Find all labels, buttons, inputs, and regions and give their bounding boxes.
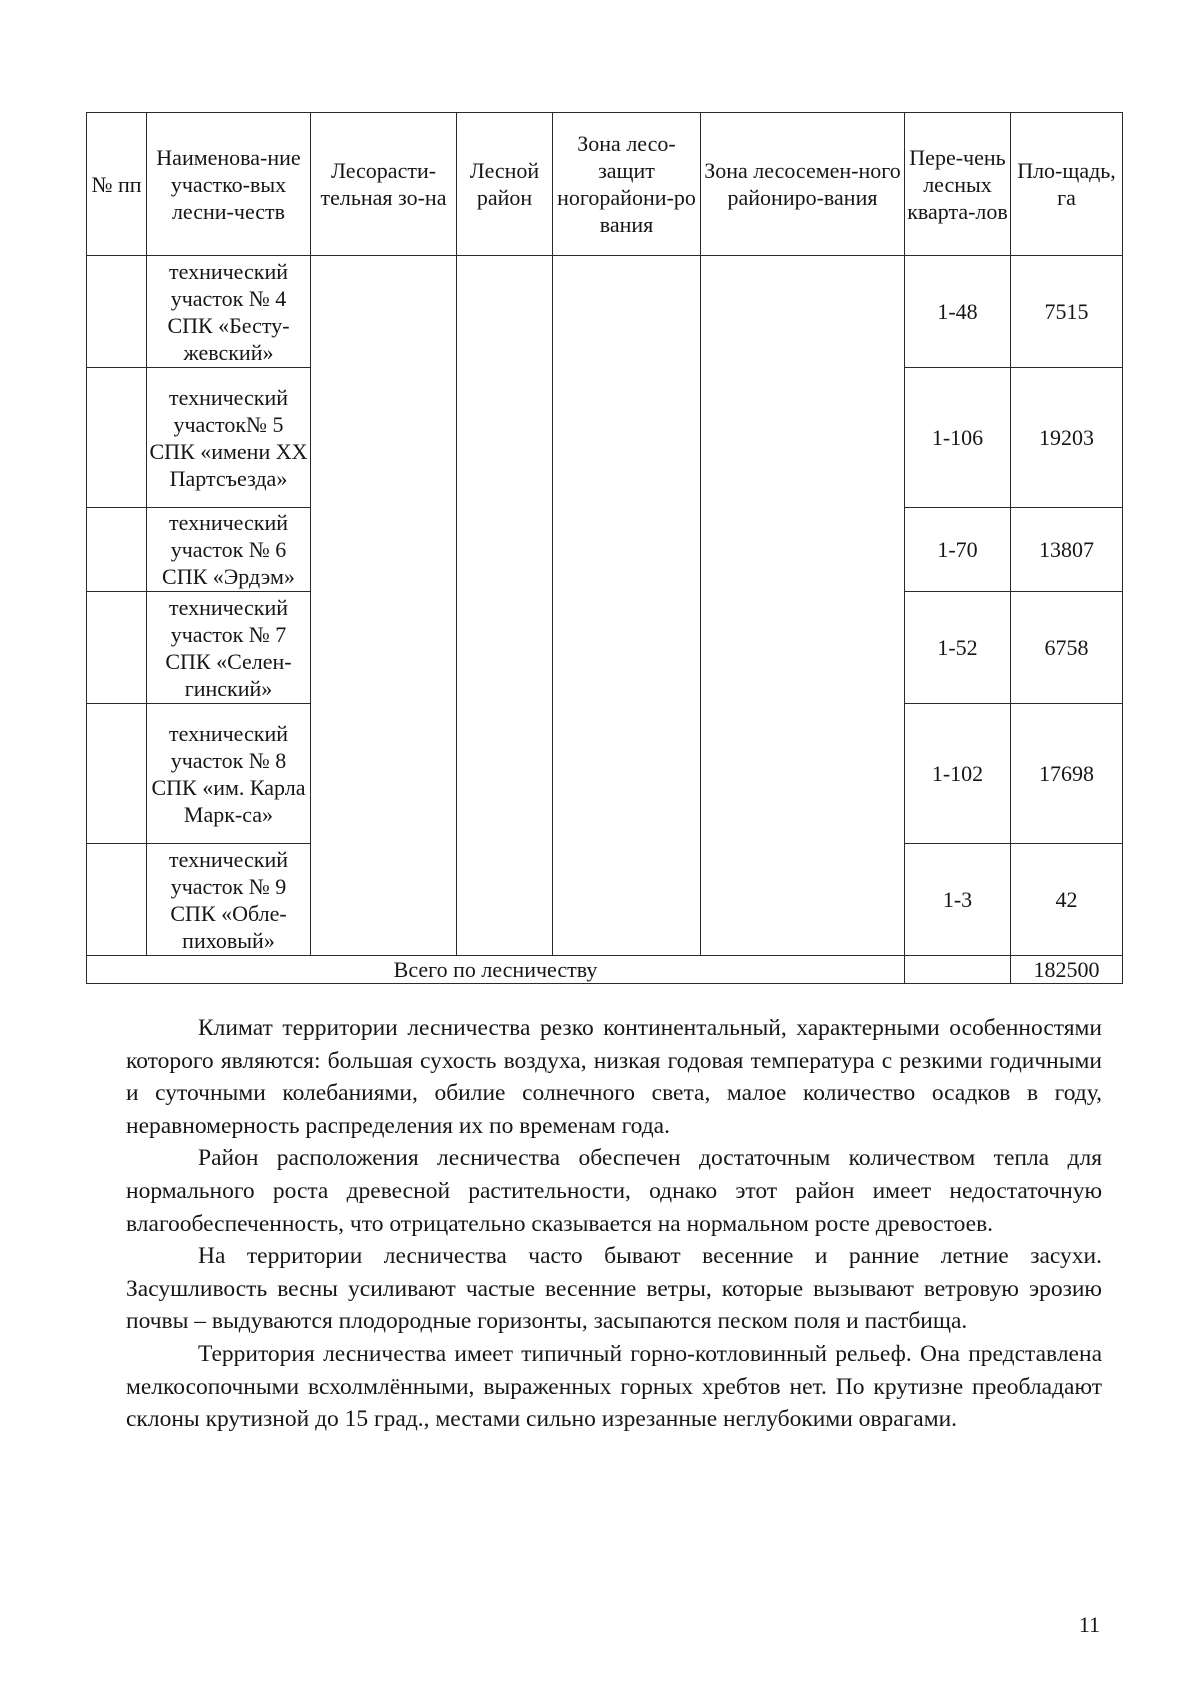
row-number-cell bbox=[87, 508, 147, 592]
row-number-cell bbox=[87, 844, 147, 956]
row-quarters: 1-3 bbox=[905, 844, 1011, 956]
row-area: 7515 bbox=[1011, 256, 1123, 368]
header-seed-zone: Зона лесосемен-ного райониро-вания bbox=[701, 113, 905, 256]
row-area: 19203 bbox=[1011, 368, 1123, 508]
row-number-cell bbox=[87, 704, 147, 844]
table-header-row bbox=[87, 113, 1123, 256]
row-area: 17698 bbox=[1011, 704, 1123, 844]
row-quarters: 1-52 bbox=[905, 592, 1011, 704]
body-text bbox=[126, 1012, 1102, 1436]
paragraph-relief: Территория лесничества имеет типичный горно-котловинный рельеф. Она представлена мелкосопочными всхолмлёнными, выраженных горных хребтов нет. По крутизне преобладают склоны крутизной до 15 град., местами сильно изрезанные неглубокими оврагами. bbox=[126, 1340, 1102, 1433]
row-name: технический участок № 8 СПК «им. Карла Марк-са» bbox=[147, 704, 311, 844]
row-quarters: 1-102 bbox=[905, 704, 1011, 844]
header-area: Пло-щадь, га bbox=[1011, 113, 1123, 256]
row-name: технический участок № 9 СПК «Обле-пиховый» bbox=[147, 844, 311, 956]
header-protect-zone: Зона лесо-защит ногорайони-ро вания bbox=[553, 113, 701, 256]
header-no: № пп bbox=[87, 113, 147, 256]
row-area: 6758 bbox=[1011, 592, 1123, 704]
row-name: технический участок № 6 СПК «Эрдэм» bbox=[147, 508, 311, 592]
district-merged-cell bbox=[457, 256, 553, 956]
page-number: 11 bbox=[1078, 1612, 1100, 1637]
table-row bbox=[87, 256, 1123, 368]
row-number-cell bbox=[87, 256, 147, 368]
row-area: 42 bbox=[1011, 844, 1123, 956]
paragraph-heat: Район расположения лесничества обеспечен достаточным количеством тепла для нормального роста древесной растительности, однако этот район имеет недостаточную влагообеспеченность, что отрицательно сказывается на нормальном росте древостоев. bbox=[126, 1145, 1102, 1237]
row-area: 13807 bbox=[1011, 508, 1123, 592]
forestry-table bbox=[86, 112, 1123, 984]
row-quarters: 1-70 bbox=[905, 508, 1011, 592]
row-number-cell bbox=[87, 368, 147, 508]
row-name: технический участок № 7 СПК «Селен-гинский» bbox=[147, 592, 311, 704]
row-number-cell bbox=[87, 592, 147, 704]
total-row bbox=[87, 956, 1123, 984]
header-name: Наименова-ние участко-вых лесни-честв bbox=[147, 113, 311, 256]
total-quarters-cell bbox=[905, 956, 1011, 984]
paragraph-droughts: На территории лесничества часто бывают весенние и ранние летние засухи. Засушливость весны усиливают частые весенние ветры, которые вызывают ветровую эрозию почвы – выдуваются плодородные горизонты, засыпаются песком поля и пастбища. bbox=[126, 1243, 1102, 1335]
row-name: технический участок№ 5 СПК «имени XX Партсъезда» bbox=[147, 368, 311, 508]
seed-zone-merged-cell bbox=[701, 256, 905, 956]
row-quarters: 1-48 bbox=[905, 256, 1011, 368]
row-quarters: 1-106 bbox=[905, 368, 1011, 508]
veg-zone-merged-cell bbox=[311, 256, 457, 956]
row-name: технический участок № 4 СПК «Бесту-жевский» bbox=[147, 256, 311, 368]
header-veg-zone: Лесорасти-тельная зо-на bbox=[311, 113, 457, 256]
protect-zone-merged-cell bbox=[553, 256, 701, 956]
paragraph-climate: Климат территории лесничества резко континентальный, характерными особенностями которого являются: большая сухость воздуха, низкая годовая температура с резкими годичными и суточными колебаниями, обилие солнечного света, малое количество осадков в году, неравномерность распределения их по временам года. bbox=[126, 1015, 1102, 1139]
total-area: 182500 bbox=[1011, 956, 1123, 984]
header-district: Лесной район bbox=[457, 113, 553, 256]
header-quarters: Пере-чень лесных кварта-лов bbox=[905, 113, 1011, 256]
total-label: Всего по лесничеству bbox=[87, 956, 905, 984]
